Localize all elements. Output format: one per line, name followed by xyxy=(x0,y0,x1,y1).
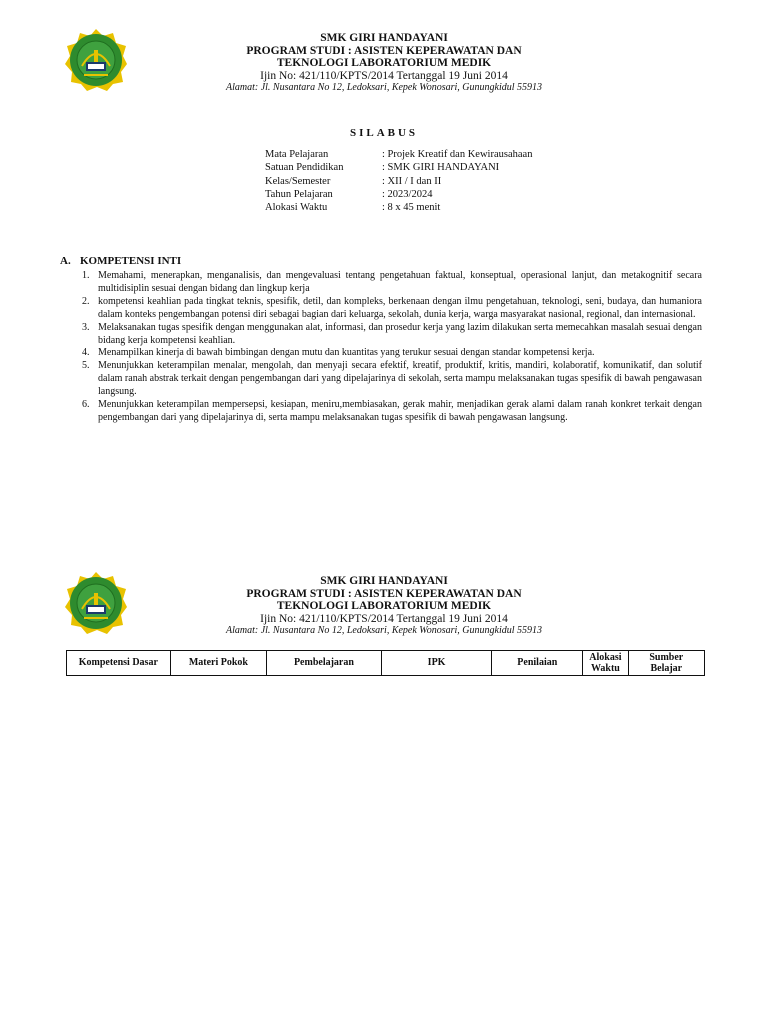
school-logo-icon xyxy=(64,571,128,635)
item-number: 1. xyxy=(82,270,90,281)
info-label: Alokasi Waktu xyxy=(265,202,328,214)
info-label: Mata Pelajaran xyxy=(265,149,329,160)
item-text: Menunjukkan keterampilan mempersepsi, kesiapan, meniru,membiasakan, gerak mahir, menjadikan gerak alami dalam ranah konkret terkait dengan pengembangan dari yang dipelajarinya di, serta mampu melaksanakan tugas spesifik di bawah pengawasan langsung. xyxy=(98,399,702,423)
section-heading xyxy=(60,255,702,268)
info-value: : 2023/2024 xyxy=(382,188,433,200)
item-number: 5. xyxy=(82,360,90,372)
permit-line: Ijin No: 421/110/KPTS/2014 Tertanggal 19 Juni 2014 xyxy=(260,612,508,625)
item-number: 4. xyxy=(82,347,90,359)
item-text: Melaksanakan tugas spesifik dengan menggunakan alat, informasi, dan prosedur kerja yang lazim dilakukan serta memecahkan masalah sesuai dengan bidang kerja kompetensi keahlian. xyxy=(98,321,702,346)
school-name: SMK GIRI HANDAYANI xyxy=(320,575,448,587)
school-name: SMK GIRI HANDAYANI xyxy=(320,32,448,44)
info-value: : SMK GIRI HANDAYANI xyxy=(382,162,500,174)
info-value: : 8 x 45 menit xyxy=(382,202,441,214)
info-value: : XII / I dan II xyxy=(382,175,442,187)
program-line-1: PROGRAM STUDI : ASISTEN KEPERAWATAN DAN xyxy=(246,44,522,57)
program-line-2: TEKNOLOGI LABORATORIUM MEDIK xyxy=(276,57,492,70)
info-value: : Projek Kreatif dan Kewirausahaan xyxy=(382,149,533,160)
item-number: 6. xyxy=(82,399,90,411)
address-line: Alamat: Jl. Nusantara No 12, Ledoksari, Kepek Wonosari, Gunungkidul 55913 xyxy=(225,625,542,637)
column-header: Materi Pokok xyxy=(170,651,267,676)
kompetensi-list xyxy=(60,270,702,425)
column-header: Alokasi Waktu xyxy=(583,651,628,676)
list-item xyxy=(60,270,702,296)
column-header: Kompetensi Dasar xyxy=(67,651,171,676)
column-header: Pembelajaran xyxy=(267,651,381,676)
letterhead-text xyxy=(150,575,618,637)
section-title: KOMPETENSI INTI xyxy=(80,255,182,267)
program-line-2: TEKNOLOGI LABORATORIUM MEDIK xyxy=(276,600,492,613)
item-text: kompetensi keahlian pada tingkat teknis, spesifik, detil, dan kompleks, berkenaan dengan ilmu pengetahuan, teknologi, seni, budaya, dan humaniora dalam konteks pengembangan potensi diri sebagai bagian dari keluarga, sekolah, dunia kerja, warga masyarakat nasional, regional, dan internasional. xyxy=(98,295,702,320)
info-label: Tahun Pelajaran xyxy=(265,188,333,200)
column-header: Sumber Belajar xyxy=(628,651,704,676)
section-letter: A. xyxy=(60,255,71,267)
column-header: Penilaian xyxy=(492,651,583,676)
list-item xyxy=(60,322,702,348)
info-label: Kelas/Semester xyxy=(265,175,331,187)
program-line-1: PROGRAM STUDI : ASISTEN KEPERAWATAN DAN xyxy=(246,587,522,600)
letterhead-text xyxy=(150,32,618,94)
document-title: SILABUS xyxy=(349,127,419,139)
column-header: IPK xyxy=(381,651,492,676)
syllabus-table xyxy=(66,650,705,676)
table-header-row xyxy=(67,651,705,676)
item-text: Menampilkan kinerja di bawah bimbingan dengan mutu dan kuantitas yang terukur sesuai dengan standar kompetensi kerja. xyxy=(98,347,595,359)
list-item xyxy=(60,399,702,425)
letterhead-top xyxy=(0,28,768,108)
info-label: Satuan Pendidikan xyxy=(265,162,344,174)
item-number: 2. xyxy=(82,295,90,307)
letterhead-bottom xyxy=(0,571,768,651)
item-number: 3. xyxy=(82,321,90,333)
list-item xyxy=(60,360,702,399)
item-text: Memahami, menerapkan, menganalisis, dan mengevaluasi tentang pengetahuan faktual, konseptual, operasional lanjut, dan metakognitif secara multidisiplin sesuai dengan bidang dan lingkup kerja xyxy=(98,270,702,294)
address-line: Alamat: Jl. Nusantara No 12, Ledoksari, Kepek Wonosari, Gunungkidul 55913 xyxy=(225,82,542,94)
list-item xyxy=(60,296,702,322)
school-logo-icon xyxy=(64,28,128,92)
permit-line: Ijin No: 421/110/KPTS/2014 Tertanggal 19 Juni 2014 xyxy=(260,69,508,82)
kompetensi-inti-section xyxy=(60,255,702,425)
list-item xyxy=(60,347,702,360)
item-text: Menunjukkan keterampilan menalar, mengolah, dan menyaji secara efektif, kreatif, produktif, kritis, mandiri, kolaboratif, komunikatif, dan solutif dalam ranah abstrak terkait dengan pengembangan dari yang dipelajarinya di sekolah, serta mampu melaksanakan tugas spesifik di bawah pengawasan langsung. xyxy=(98,360,702,398)
